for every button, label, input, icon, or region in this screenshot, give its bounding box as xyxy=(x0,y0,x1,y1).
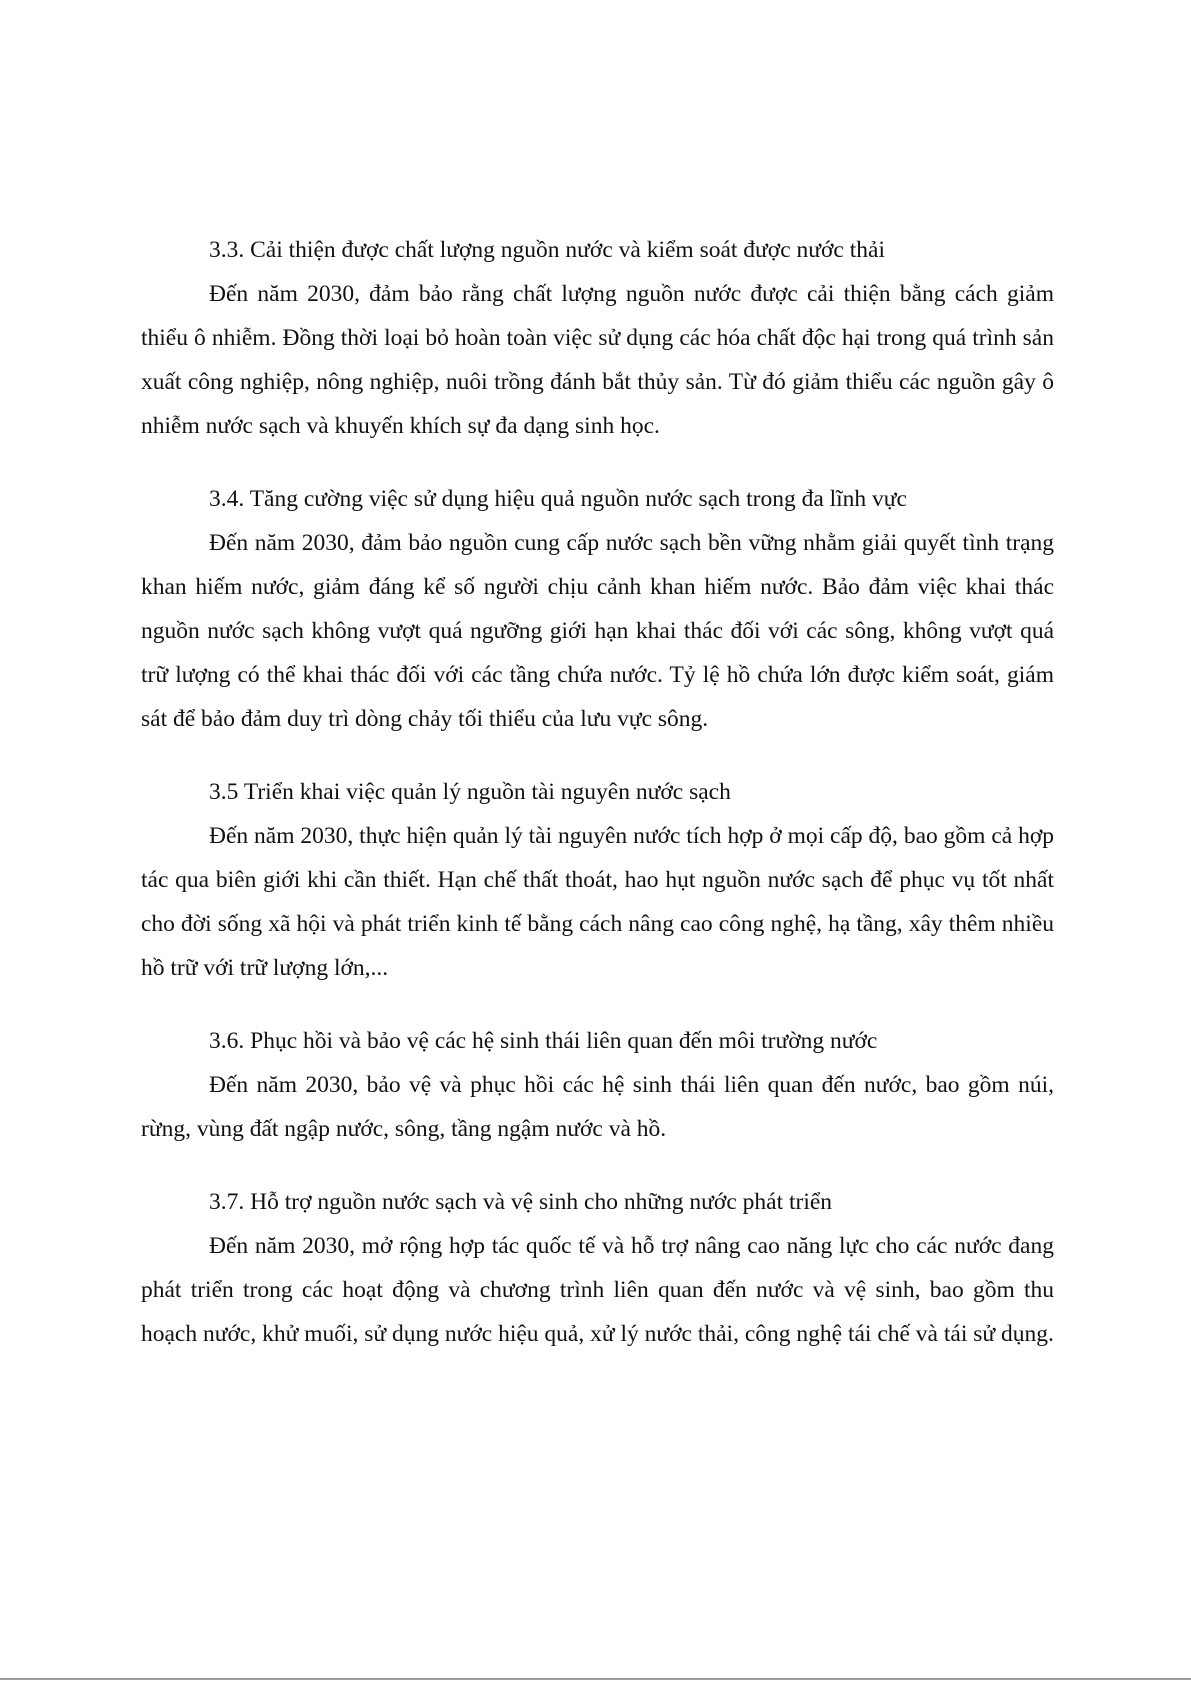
section-3-4 xyxy=(141,477,1054,741)
document-body xyxy=(141,228,1054,1385)
section-paragraph: Đến năm 2030, đảm bảo nguồn cung cấp nước sạch bền vững nhằm giải quyết tình trạng khan hiếm nước, giảm đáng kể số người chịu cảnh khan hiếm nước. Bảo đảm việc khai thác nguồn nước sạch không vượt quá ngưỡng giới hạn khai thác đối với các sông, không vượt quá trữ lượng có thể khai thác đối với các tầng chứa nước. Tỷ lệ hồ chứa lớn được kiểm soát, giám sát để bảo đảm duy trì dòng chảy tối thiểu của lưu vực sông. xyxy=(141,530,1054,732)
page-bottom-rule xyxy=(0,1678,1191,1680)
section-paragraph: Đến năm 2030, thực hiện quản lý tài nguyên nước tích hợp ở mọi cấp độ, bao gồm cả hợp tác qua biên giới khi cần thiết. Hạn chế thất thoát, hao hụt nguồn nước sạch để phục vụ tốt nhất cho đời sống xã hội và phát triển kinh tế bằng cách nâng cao công nghệ, hạ tầng, xây thêm nhiều hồ trữ với trữ lượng lớn,... xyxy=(141,823,1054,981)
section-paragraph: Đến năm 2030, đảm bảo rằng chất lượng nguồn nước được cải thiện bằng cách giảm thiểu ô nhiễm. Đồng thời loại bỏ hoàn toàn việc sử dụng các hóa chất độc hại trong quá trình sản xuất công nghiệp, nông nghiệp, nuôi trồng đánh bắt thủy sản. Từ đó giảm thiểu các nguồn gây ô nhiễm nước sạch và khuyến khích sự đa dạng sinh học. xyxy=(141,281,1054,439)
section-heading: 3.6. Phục hồi và bảo vệ các hệ sinh thái liên quan đến môi trường nước xyxy=(209,1028,878,1054)
section-paragraph: Đến năm 2030, mở rộng hợp tác quốc tế và hỗ trợ nâng cao năng lực cho các nước đang phát triển trong các hoạt động và chương trình liên quan đến nước và vệ sinh, bao gồm thu hoạch nước, khử muối, sử dụng nước hiệu quả, xử lý nước thải, công nghệ tái chế và tái sử dụng. xyxy=(141,1233,1054,1347)
section-heading: 3.3. Cải thiện được chất lượng nguồn nước và kiểm soát được nước thải xyxy=(209,237,885,263)
section-3-6 xyxy=(141,1019,1054,1151)
section-3-7 xyxy=(141,1180,1054,1356)
section-heading: 3.4. Tăng cường việc sử dụng hiệu quả nguồn nước sạch trong đa lĩnh vực xyxy=(209,486,907,512)
section-heading: 3.5 Triển khai việc quản lý nguồn tài nguyên nước sạch xyxy=(209,779,731,805)
section-heading: 3.7. Hỗ trợ nguồn nước sạch và vệ sinh cho những nước phát triển xyxy=(209,1189,833,1215)
section-paragraph: Đến năm 2030, bảo vệ và phục hồi các hệ sinh thái liên quan đến nước, bao gồm núi, rừng, vùng đất ngập nước, sông, tầng ngậm nước và hồ. xyxy=(141,1072,1054,1142)
section-3-3 xyxy=(141,228,1054,448)
section-3-5 xyxy=(141,770,1054,990)
